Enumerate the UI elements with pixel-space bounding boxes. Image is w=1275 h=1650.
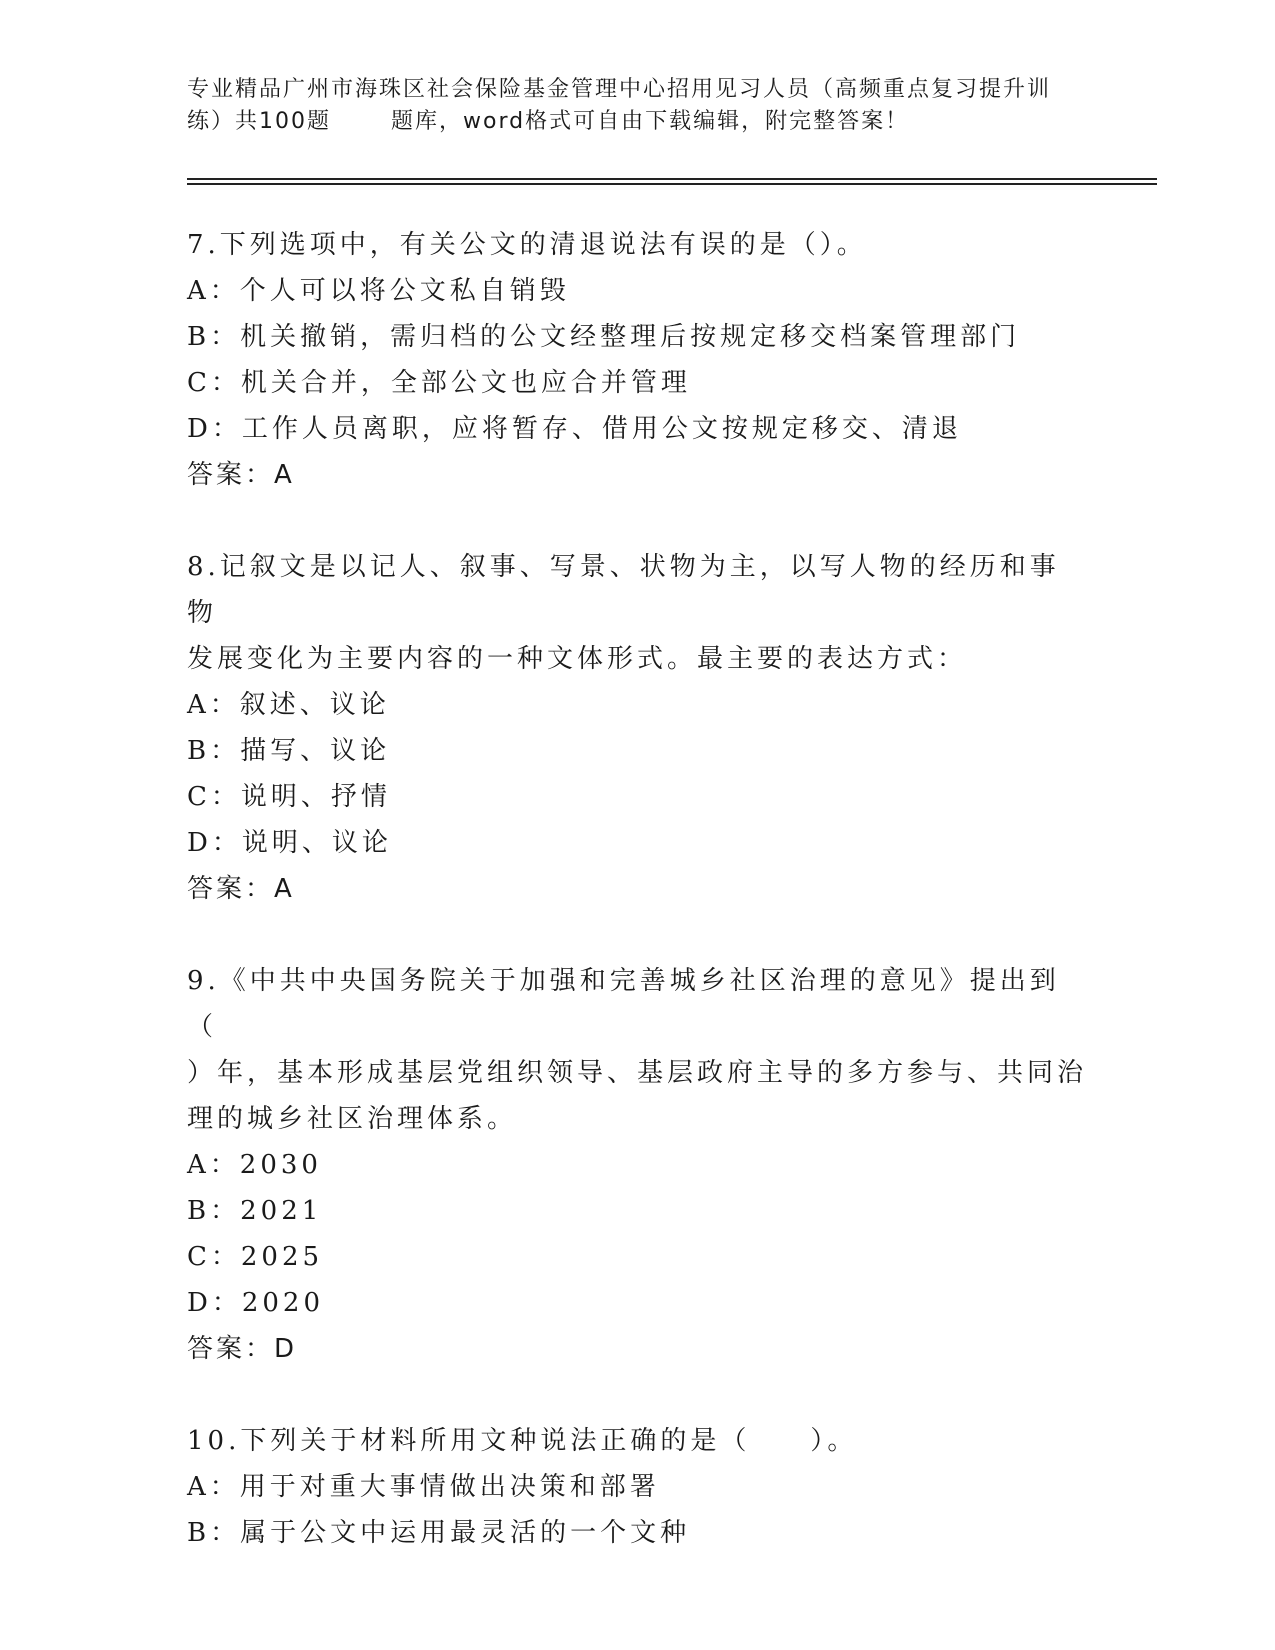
option-d: D：工作人员离职，应将暂存、借用公文按规定移交、清退 xyxy=(187,414,962,444)
option-d: D：2020 xyxy=(187,1288,325,1318)
question-stem: 10.下列关于材料所用文种说法正确的是（ ）。 xyxy=(187,1426,858,1456)
option-a: A：叙述、议论 xyxy=(187,690,390,720)
question-10 xyxy=(187,1418,1087,1556)
option-b: B：属于公文中运用最灵活的一个文种 xyxy=(187,1518,691,1548)
answer: 答案：A xyxy=(187,460,295,490)
question-stem: ）年，基本形成基层党组织领导、基层政府主导的多方参与、共同治 xyxy=(187,1058,1088,1088)
option-d: D：说明、议论 xyxy=(187,828,392,858)
answer: 答案：A xyxy=(187,874,295,904)
option-a: A：2030 xyxy=(187,1150,322,1180)
option-b: B：2021 xyxy=(187,1196,323,1226)
question-stem: 发展变化为主要内容的一种文体形式。最主要的表达方式： xyxy=(187,644,968,674)
question-7 xyxy=(187,222,1087,498)
header-line-1: 专业精品广州市海珠区社会保险基金管理中心招用见习人员（高频重点复习提升训 xyxy=(187,77,1052,102)
header-line-2-count: 练）共100题 xyxy=(187,109,331,134)
option-c: C：2025 xyxy=(187,1242,324,1272)
document-header xyxy=(187,74,1087,138)
header-line-2-note: 题库，word格式可自由下载编辑，附完整答案！ xyxy=(391,109,910,134)
option-b: B：描写、议论 xyxy=(187,736,391,766)
header-divider-top xyxy=(187,178,1157,180)
option-c: C：说明、抒情 xyxy=(187,782,391,812)
question-stem: 8.记叙文是以记人、叙事、写景、状物为主，以写人物的经历和事物 xyxy=(187,552,1060,628)
question-stem: 理的城乡社区治理体系。 xyxy=(187,1104,518,1134)
header-line-2 xyxy=(187,106,1087,138)
question-stem: 9.《中共中央国务院关于加强和完善城乡社区治理的意见》提出到（ xyxy=(187,966,1060,1042)
question-list xyxy=(187,222,1087,1602)
question-8 xyxy=(187,544,1087,912)
question-stem: 7.下列选项中，有关公文的清退说法有误的是（）。 xyxy=(187,230,867,260)
question-9 xyxy=(187,958,1087,1372)
header-divider-bottom xyxy=(187,183,1157,185)
answer: 答案：D xyxy=(187,1334,298,1364)
option-a: A：用于对重大事情做出决策和部署 xyxy=(187,1472,660,1502)
option-c: C：机关合并，全部公文也应合并管理 xyxy=(187,368,691,398)
option-b: B：机关撤销，需归档的公文经整理后按规定移交档案管理部门 xyxy=(187,322,1021,352)
option-a: A：个人可以将公文私自销毁 xyxy=(187,276,570,306)
